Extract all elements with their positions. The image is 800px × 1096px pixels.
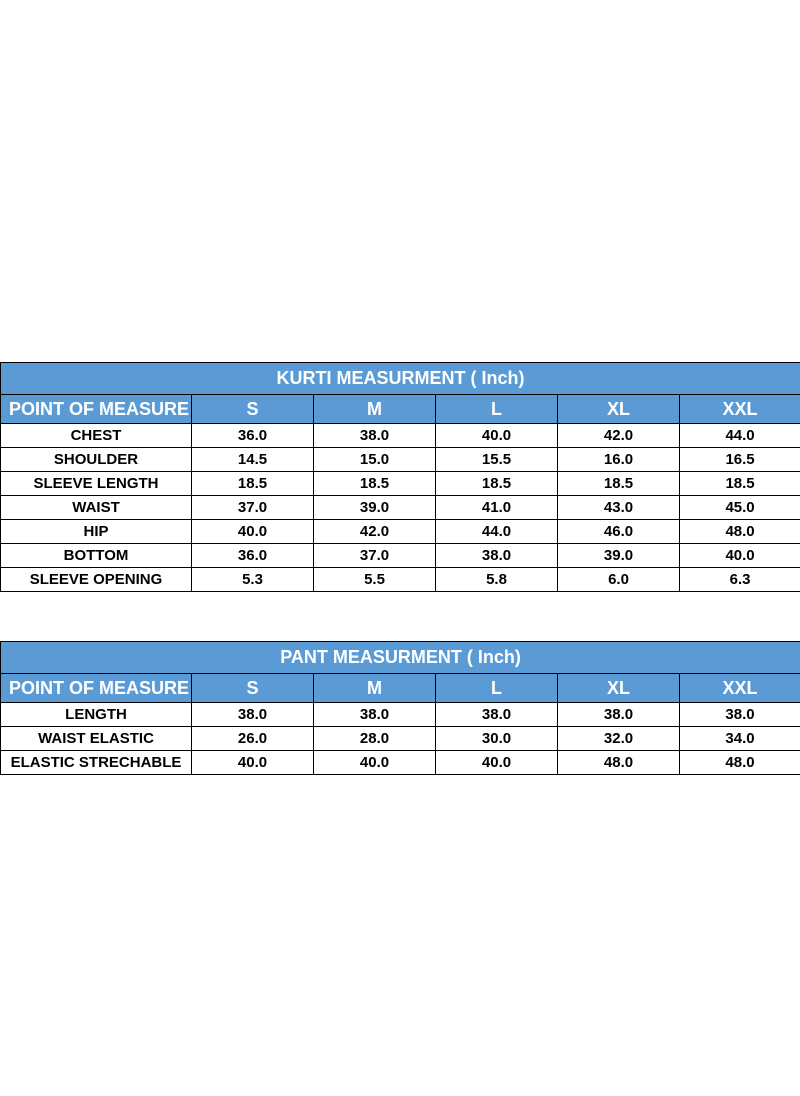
- table-cell: 48.0: [680, 520, 800, 544]
- column-header-size: M: [314, 395, 436, 424]
- row-label: CHEST: [1, 424, 192, 448]
- column-header-size: M: [314, 674, 436, 703]
- row-label: LENGTH: [1, 703, 192, 727]
- table-cell: 40.0: [680, 544, 800, 568]
- table-title-row: [1, 642, 800, 674]
- table-cell: 40.0: [436, 751, 558, 775]
- row-label: WAIST ELASTIC: [1, 727, 192, 751]
- table-cell: 36.0: [192, 424, 314, 448]
- table-cell: 6.0: [558, 568, 680, 592]
- table-cell: 6.3: [680, 568, 800, 592]
- table-cell: 40.0: [436, 424, 558, 448]
- table-header-row: [1, 674, 800, 703]
- table-row: [1, 520, 800, 544]
- table-cell: 38.0: [558, 703, 680, 727]
- table-cell: 26.0: [192, 727, 314, 751]
- column-header-size: XL: [558, 395, 680, 424]
- table-cell: 38.0: [192, 703, 314, 727]
- row-label: BOTTOM: [1, 544, 192, 568]
- column-header-point-of-measure: POINT OF MEASURE: [1, 674, 192, 703]
- table-cell: 37.0: [314, 544, 436, 568]
- table-row: [1, 448, 800, 472]
- table-cell: 5.5: [314, 568, 436, 592]
- table-row: [1, 496, 800, 520]
- kurti-measurement-table: [0, 362, 800, 592]
- column-header-point-of-measure: POINT OF MEASURE: [1, 395, 192, 424]
- table-cell: 16.0: [558, 448, 680, 472]
- table-row: [1, 568, 800, 592]
- table-title-row: [1, 363, 800, 395]
- table-cell: 5.3: [192, 568, 314, 592]
- table-row: [1, 472, 800, 496]
- row-label: HIP: [1, 520, 192, 544]
- table-cell: 16.5: [680, 448, 800, 472]
- table-cell: 45.0: [680, 496, 800, 520]
- table-cell: 18.5: [558, 472, 680, 496]
- table-cell: 32.0: [558, 727, 680, 751]
- table-cell: 39.0: [314, 496, 436, 520]
- table-title: KURTI MEASURMENT ( Inch): [1, 363, 800, 395]
- table-cell: 44.0: [436, 520, 558, 544]
- column-header-size: L: [436, 395, 558, 424]
- table-cell: 43.0: [558, 496, 680, 520]
- column-header-size: XXL: [680, 674, 800, 703]
- row-label: WAIST: [1, 496, 192, 520]
- table-row: [1, 424, 800, 448]
- row-label: SHOULDER: [1, 448, 192, 472]
- table-cell: 18.5: [436, 472, 558, 496]
- table-cell: 28.0: [314, 727, 436, 751]
- table-cell: 38.0: [680, 703, 800, 727]
- column-header-size: XXL: [680, 395, 800, 424]
- row-label: SLEEVE LENGTH: [1, 472, 192, 496]
- table-cell: 38.0: [436, 703, 558, 727]
- table-cell: 42.0: [558, 424, 680, 448]
- table-cell: 48.0: [558, 751, 680, 775]
- table-cell: 41.0: [436, 496, 558, 520]
- table-cell: 44.0: [680, 424, 800, 448]
- table-cell: 30.0: [436, 727, 558, 751]
- column-header-size: XL: [558, 674, 680, 703]
- table-cell: 40.0: [314, 751, 436, 775]
- pant-measurement-table: [0, 641, 800, 775]
- row-label: ELASTIC STRECHABLE: [1, 751, 192, 775]
- table-cell: 34.0: [680, 727, 800, 751]
- table-cell: 14.5: [192, 448, 314, 472]
- table-cell: 42.0: [314, 520, 436, 544]
- table-header-row: [1, 395, 800, 424]
- table-row: [1, 544, 800, 568]
- table-cell: 46.0: [558, 520, 680, 544]
- table-row: [1, 751, 800, 775]
- table-cell: 48.0: [680, 751, 800, 775]
- table-cell: 18.5: [314, 472, 436, 496]
- table-cell: 18.5: [680, 472, 800, 496]
- table-cell: 5.8: [436, 568, 558, 592]
- table-cell: 37.0: [192, 496, 314, 520]
- table-cell: 18.5: [192, 472, 314, 496]
- table-row: [1, 703, 800, 727]
- table-cell: 38.0: [314, 424, 436, 448]
- table-cell: 38.0: [314, 703, 436, 727]
- row-label: SLEEVE OPENING: [1, 568, 192, 592]
- table-cell: 38.0: [436, 544, 558, 568]
- table-title: PANT MEASURMENT ( Inch): [1, 642, 800, 674]
- table-cell: 15.0: [314, 448, 436, 472]
- table-cell: 15.5: [436, 448, 558, 472]
- table-cell: 36.0: [192, 544, 314, 568]
- column-header-size: S: [192, 395, 314, 424]
- table-cell: 39.0: [558, 544, 680, 568]
- column-header-size: L: [436, 674, 558, 703]
- table-cell: 40.0: [192, 520, 314, 544]
- table-cell: 40.0: [192, 751, 314, 775]
- column-header-size: S: [192, 674, 314, 703]
- table-row: [1, 727, 800, 751]
